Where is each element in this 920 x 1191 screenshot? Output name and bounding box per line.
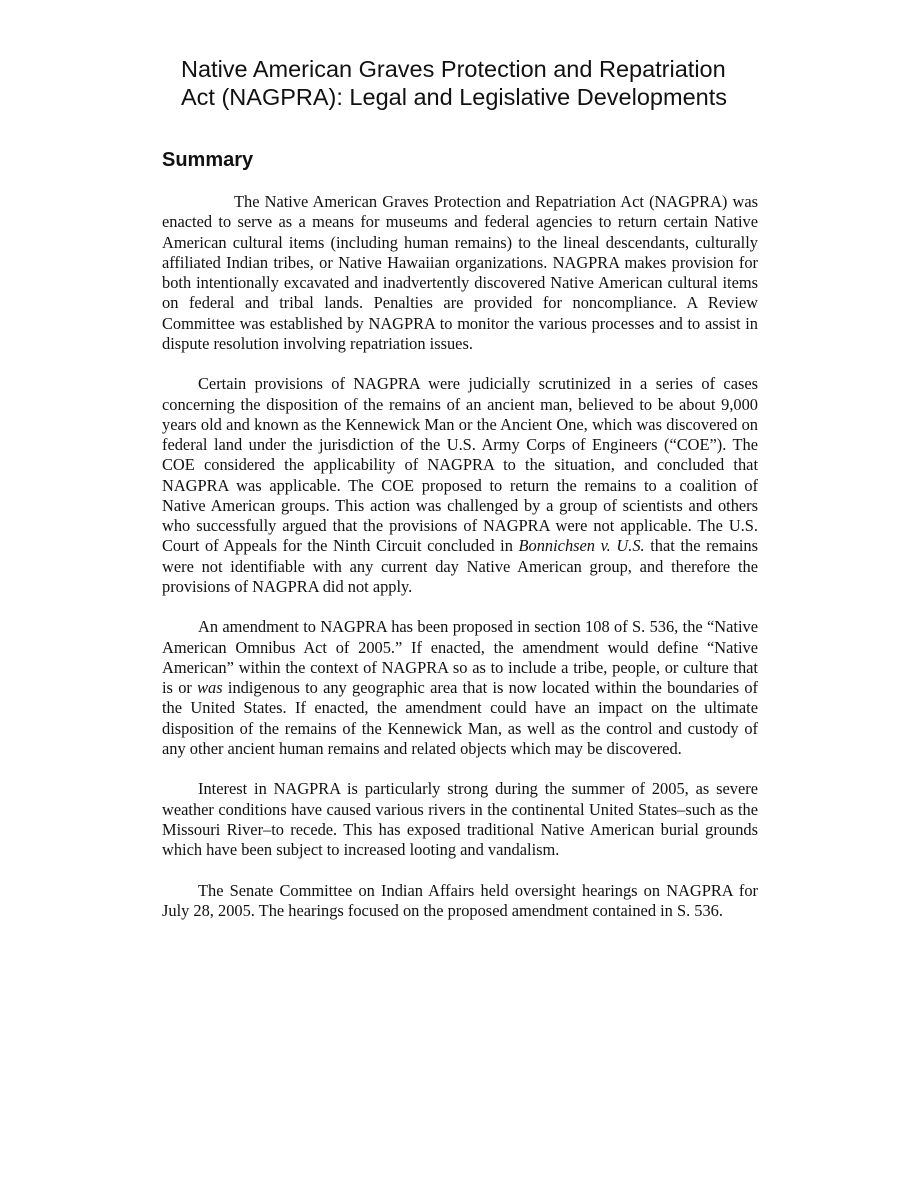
emphasized-word: was (197, 678, 223, 697)
summary-body (162, 192, 758, 921)
document-title (181, 55, 781, 111)
paragraph-nagpra-overview: The Native American Graves Protection and Repatriation Act (NAGPRA) was enacted to serve as a means for museums and federal agencies to return certain Native American cultural items (including human remains) to the lineal descendants, culturally affiliated Indian tribes, or Native Hawaiian organizations. NAGPRA makes provision for both intentionally excavated and inadvertently discovered Native American cultural items on federal and tribal lands. Penalties are provided for noncompliance. A Review Committee was established by NAGPRA to monitor the various processes and to assist in dispute resolution involving repatriation issues. (162, 192, 758, 353)
paragraph-kennewick-man-text-1: Certain provisions of NAGPRA were judicially scrutinized in a series of cases concerning the disposition of the remains of an ancient man, believed to be about 9,000 years old and known as the Kennewick Man or the Ancient One, which was discovered on federal land under the jurisdiction of the U.S. Army Corps of Engineers (“COE”). The COE considered the applicability of NAGPRA to the situation, and concluded that NAGPRA was applicable. The COE proposed to return the remains to a coalition of Native American groups. This action was challenged by a group of scientists and others who successfully argued that the provisions of NAGPRA were not applicable. The U.S. Court of Appeals for the Ninth Circuit concluded in (162, 374, 758, 556)
paragraph-kennewick-man (162, 374, 758, 597)
title-line-1: Native American Graves Protection and Repatriation (181, 56, 726, 82)
paragraph-amendment-text-2: indigenous to any geographic area that is now located within the boundaries of the United States. If enacted, the amendment could have an impact on the ultimate disposition of the remains of the Kennewick Man, as well as the control and custody of any other ancient human remains and related objects which may be discovered. (162, 678, 758, 758)
summary-heading: Summary (162, 149, 254, 171)
paragraph-hearings: The Senate Committee on Indian Affairs held oversight hearings on NAGPRA for July 28, 2005. The hearings focused on the proposed amendment contained in S. 536. (162, 880, 758, 920)
paragraph-interest: Interest in NAGPRA is particularly strong during the summer of 2005, as severe weather conditions have caused various rivers in the continental United States–such as the Missouri River–to recede. This has exposed traditional Native American burial grounds which have been subject to increased looting and vandalism. (162, 779, 758, 859)
case-citation: Bonnichsen v. U.S. (518, 536, 645, 556)
title-line-2: Act (NAGPRA): Legal and Legislative Developments (181, 84, 727, 110)
paragraph-kennewick-man-text-2: that the remains were not identifiable with any current day Native American group, and therefore the provisions of NAGPRA did not apply. (162, 536, 758, 596)
paragraph-amendment-text-1: An amendment to NAGPRA has been proposed in section 108 of S. 536, the “Native American Omnibus Act of 2005.” If enacted, the amendment would define “Native American” within the context of NAGPRA so as to include a tribe, people, or culture that is or (162, 617, 758, 697)
paragraph-amendment (162, 617, 758, 759)
